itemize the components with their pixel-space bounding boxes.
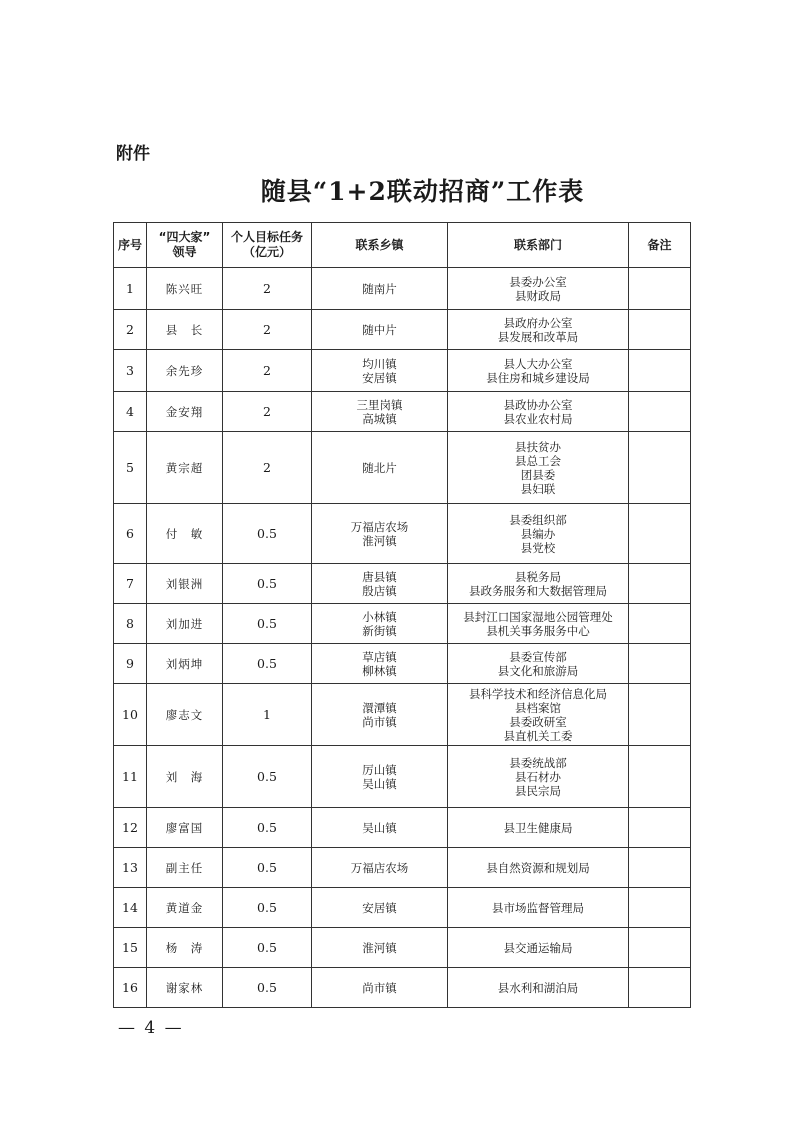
cell-depts xyxy=(448,310,629,350)
cell-depts xyxy=(448,604,629,644)
cell-depts xyxy=(448,268,629,310)
cell-leader: 刘银洲 xyxy=(147,564,223,604)
cell-leader: 刘 海 xyxy=(147,746,223,808)
department-name: 县委组织部 xyxy=(509,512,567,527)
page-number: — 4 — xyxy=(118,1018,184,1038)
header-no: 序号 xyxy=(114,223,147,268)
department-name: 县住房和城乡建设局 xyxy=(486,370,590,385)
department-name: 县总工会 xyxy=(515,453,561,468)
department-name: 县税务局 xyxy=(515,569,561,584)
cell-no: 2 xyxy=(114,310,147,350)
cell-no: 6 xyxy=(114,504,147,564)
department-name: 团县委 xyxy=(520,467,556,482)
table-row xyxy=(114,968,691,1008)
header-target: 个人目标任务 （亿元） xyxy=(223,223,312,268)
cell-note xyxy=(629,504,691,564)
town-name: 均川镇 xyxy=(362,356,397,371)
table-row xyxy=(114,644,691,684)
cell-depts xyxy=(448,888,629,928)
cell-depts xyxy=(448,928,629,968)
cell-depts xyxy=(448,644,629,684)
department-name: 县委宣传部 xyxy=(509,649,567,664)
cell-depts xyxy=(448,392,629,432)
department-name: 县石材办 xyxy=(515,769,561,784)
attachment-label: 附件 xyxy=(116,144,150,164)
town-name: 唐县镇 xyxy=(362,569,397,584)
table-row xyxy=(114,928,691,968)
cell-note xyxy=(629,432,691,504)
table-body xyxy=(114,268,691,1008)
cell-depts xyxy=(448,848,629,888)
cell-leader: 县 长 xyxy=(147,310,223,350)
town-name: 随中片 xyxy=(362,322,397,337)
cell-target: 0.5 xyxy=(223,746,312,808)
department-name: 县编办 xyxy=(520,526,556,541)
town-name: 澴潭镇 xyxy=(362,700,397,715)
cell-leader: 余先珍 xyxy=(147,350,223,392)
header-leader: “四大家” 领导 xyxy=(147,223,223,268)
department-name: 县政府办公室 xyxy=(503,315,573,330)
cell-note xyxy=(629,888,691,928)
cell-note xyxy=(629,684,691,746)
cell-leader: 金安翔 xyxy=(147,392,223,432)
cell-target: 0.5 xyxy=(223,564,312,604)
town-name: 殷店镇 xyxy=(362,583,397,598)
table-row xyxy=(114,268,691,310)
town-name: 随北片 xyxy=(362,460,397,475)
cell-no: 8 xyxy=(114,604,147,644)
header-note: 备注 xyxy=(629,223,691,268)
town-name: 三里岗镇 xyxy=(356,397,403,412)
cell-towns xyxy=(312,310,448,350)
cell-note xyxy=(629,604,691,644)
cell-no: 14 xyxy=(114,888,147,928)
cell-leader: 杨 涛 xyxy=(147,928,223,968)
cell-target: 1 xyxy=(223,684,312,746)
cell-leader: 廖志文 xyxy=(147,684,223,746)
cell-no: 4 xyxy=(114,392,147,432)
department-name: 县民宗局 xyxy=(515,783,561,798)
cell-depts xyxy=(448,350,629,392)
cell-target: 0.5 xyxy=(223,848,312,888)
cell-depts xyxy=(448,746,629,808)
department-name: 县水利和湖泊局 xyxy=(497,980,579,995)
town-name: 淮河镇 xyxy=(362,940,397,955)
cell-note xyxy=(629,268,691,310)
department-name: 县农业农村局 xyxy=(503,411,573,426)
town-name: 安居镇 xyxy=(362,370,397,385)
cell-leader: 黄宗超 xyxy=(147,432,223,504)
department-name: 县封江口国家湿地公园管理处 xyxy=(463,609,613,624)
town-name: 吴山镇 xyxy=(362,776,397,791)
table-header-row xyxy=(114,223,691,268)
cell-depts xyxy=(448,968,629,1008)
table-row xyxy=(114,684,691,746)
department-name: 县财政局 xyxy=(515,288,561,303)
cell-depts xyxy=(448,432,629,504)
town-name: 小林镇 xyxy=(362,609,397,624)
cell-note xyxy=(629,746,691,808)
cell-depts xyxy=(448,504,629,564)
cell-no: 12 xyxy=(114,808,147,848)
cell-target: 2 xyxy=(223,268,312,310)
department-name: 县发展和改革局 xyxy=(497,329,579,344)
town-name: 安居镇 xyxy=(362,900,397,915)
cell-no: 10 xyxy=(114,684,147,746)
town-name: 新街镇 xyxy=(362,623,397,638)
cell-target: 0.5 xyxy=(223,968,312,1008)
cell-towns xyxy=(312,848,448,888)
cell-towns xyxy=(312,604,448,644)
department-name: 县档案馆 xyxy=(515,700,561,715)
table-row xyxy=(114,350,691,392)
town-name: 吴山镇 xyxy=(362,820,397,835)
cell-towns xyxy=(312,746,448,808)
cell-note xyxy=(629,644,691,684)
cell-towns xyxy=(312,644,448,684)
town-name: 厉山镇 xyxy=(362,762,397,777)
table-row xyxy=(114,746,691,808)
cell-leader: 廖富国 xyxy=(147,808,223,848)
department-name: 县人大办公室 xyxy=(503,356,573,371)
cell-note xyxy=(629,968,691,1008)
department-name: 县政协办公室 xyxy=(503,397,573,412)
cell-no: 16 xyxy=(114,968,147,1008)
cell-towns xyxy=(312,392,448,432)
cell-no: 13 xyxy=(114,848,147,888)
cell-depts xyxy=(448,808,629,848)
cell-leader: 付 敏 xyxy=(147,504,223,564)
cell-target: 0.5 xyxy=(223,504,312,564)
cell-no: 9 xyxy=(114,644,147,684)
department-name: 县委办公室 xyxy=(509,274,567,289)
town-name: 万福店农场 xyxy=(350,519,409,534)
department-name: 县妇联 xyxy=(520,481,556,496)
department-name: 县机关事务服务中心 xyxy=(486,623,590,638)
cell-leader: 陈兴旺 xyxy=(147,268,223,310)
work-table xyxy=(113,222,691,1008)
cell-note xyxy=(629,848,691,888)
department-name: 县委政研室 xyxy=(509,714,567,729)
cell-no: 15 xyxy=(114,928,147,968)
department-name: 县交通运输局 xyxy=(503,940,573,955)
department-name: 县自然资源和规划局 xyxy=(486,860,590,875)
cell-target: 2 xyxy=(223,310,312,350)
cell-target: 2 xyxy=(223,432,312,504)
cell-no: 1 xyxy=(114,268,147,310)
table-row xyxy=(114,432,691,504)
table-row xyxy=(114,888,691,928)
table-row xyxy=(114,848,691,888)
cell-note xyxy=(629,392,691,432)
town-name: 随南片 xyxy=(362,281,397,296)
department-name: 县委统战部 xyxy=(509,755,567,770)
cell-no: 11 xyxy=(114,746,147,808)
department-name: 县市场监督管理局 xyxy=(492,900,584,915)
cell-depts xyxy=(448,684,629,746)
cell-note xyxy=(629,350,691,392)
cell-note xyxy=(629,928,691,968)
department-name: 县卫生健康局 xyxy=(503,820,573,835)
cell-towns xyxy=(312,968,448,1008)
cell-target: 0.5 xyxy=(223,928,312,968)
cell-target: 0.5 xyxy=(223,604,312,644)
department-name: 县扶贫办 xyxy=(515,439,561,454)
document-title: 随县“1+2联动招商”工作表 xyxy=(260,177,585,206)
cell-target: 2 xyxy=(223,392,312,432)
table-row xyxy=(114,808,691,848)
table-row xyxy=(114,310,691,350)
header-depts: 联系部门 xyxy=(448,223,629,268)
cell-leader: 谢家林 xyxy=(147,968,223,1008)
cell-no: 5 xyxy=(114,432,147,504)
cell-target: 0.5 xyxy=(223,644,312,684)
town-name: 尚市镇 xyxy=(362,980,397,995)
town-name: 草店镇 xyxy=(362,649,397,664)
town-name: 高城镇 xyxy=(362,411,397,426)
cell-no: 7 xyxy=(114,564,147,604)
cell-note xyxy=(629,808,691,848)
cell-towns xyxy=(312,350,448,392)
cell-target: 0.5 xyxy=(223,808,312,848)
department-name: 县文化和旅游局 xyxy=(497,663,579,678)
table-row xyxy=(114,392,691,432)
town-name: 淮河镇 xyxy=(362,533,397,548)
cell-no: 3 xyxy=(114,350,147,392)
cell-towns xyxy=(312,564,448,604)
cell-towns xyxy=(312,268,448,310)
cell-leader: 黄道金 xyxy=(147,888,223,928)
cell-target: 2 xyxy=(223,350,312,392)
cell-leader: 副主任 xyxy=(147,848,223,888)
cell-depts xyxy=(448,564,629,604)
table-row xyxy=(114,504,691,564)
town-name: 柳林镇 xyxy=(362,663,397,678)
cell-target: 0.5 xyxy=(223,888,312,928)
cell-towns xyxy=(312,808,448,848)
cell-towns xyxy=(312,684,448,746)
cell-towns xyxy=(312,928,448,968)
header-towns: 联系乡镇 xyxy=(312,223,448,268)
cell-note xyxy=(629,564,691,604)
department-name: 县直机关工委 xyxy=(503,728,573,743)
cell-leader: 刘加进 xyxy=(147,604,223,644)
department-name: 县党校 xyxy=(520,540,556,555)
cell-towns xyxy=(312,504,448,564)
cell-towns xyxy=(312,432,448,504)
department-name: 县政务服务和大数据管理局 xyxy=(469,583,607,598)
department-name: 县科学技术和经济信息化局 xyxy=(469,686,607,701)
cell-note xyxy=(629,310,691,350)
town-name: 尚市镇 xyxy=(362,714,397,729)
table-row xyxy=(114,564,691,604)
table-row xyxy=(114,604,691,644)
cell-towns xyxy=(312,888,448,928)
cell-leader: 刘炳坤 xyxy=(147,644,223,684)
town-name: 万福店农场 xyxy=(350,860,409,875)
